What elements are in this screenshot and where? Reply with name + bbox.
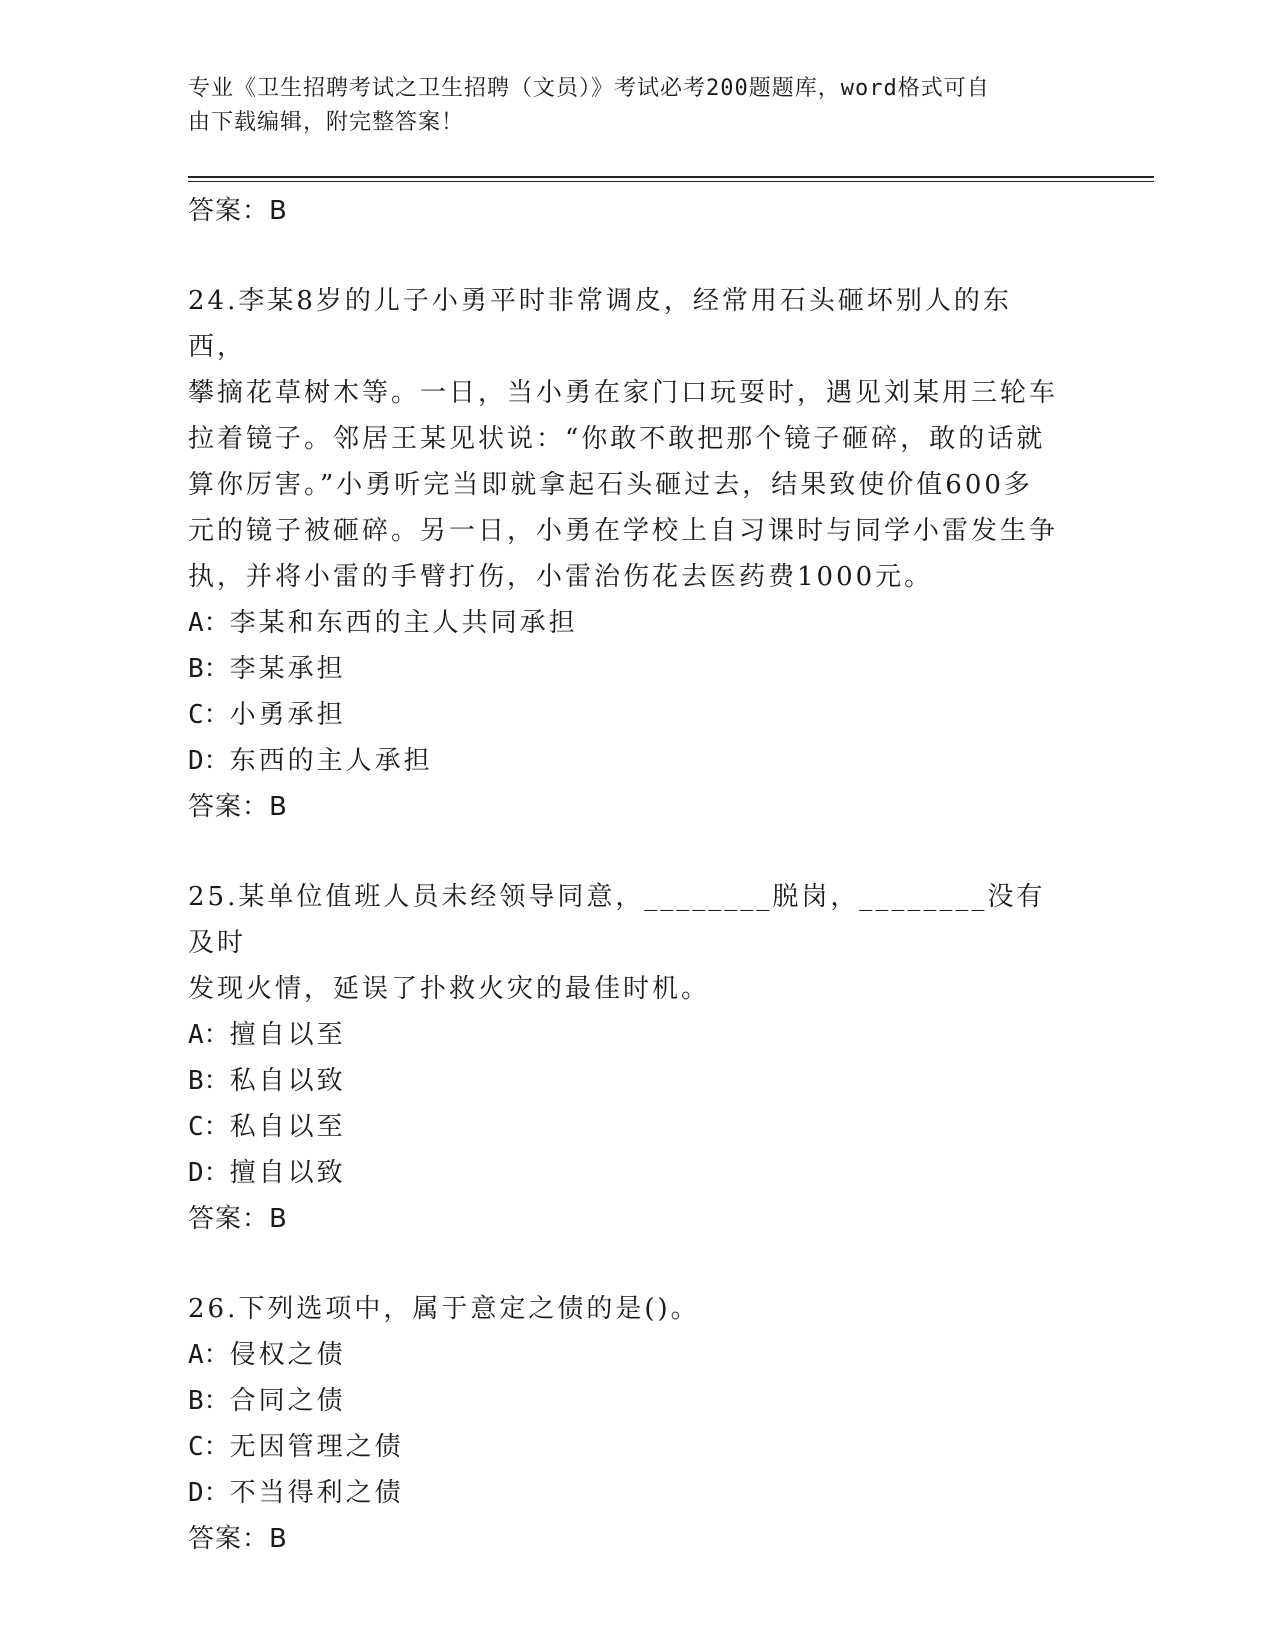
answer-line: 答案：B [188,1204,288,1234]
option-text: 小勇承担 [229,700,346,730]
document-header [188,72,1068,140]
option-b [188,646,1068,692]
option-letter: B： [188,1066,230,1096]
option-d [188,738,1068,784]
option-text: 东西的主人承担 [229,746,433,776]
header-line-2: 由下载编辑，附完整答案！ [188,110,465,135]
option-letter: A： [188,1340,230,1370]
option-text: 李某和东西的主人共同承担 [229,608,578,638]
question-stem [188,874,1068,1012]
header-rule-thick [188,176,1154,178]
option-a [188,1332,1068,1378]
answer-line: 答案：B [188,792,288,822]
option-letter: C： [188,1432,230,1462]
answer-line: 答案：B [188,1524,288,1554]
question-stem [188,278,1068,600]
option-letter: C： [188,700,230,730]
option-d [188,1470,1068,1516]
option-text: 李某承担 [229,654,346,684]
option-a [188,600,1068,646]
document-body [188,188,1068,1562]
option-d [188,1150,1068,1196]
spacer [188,1242,1068,1286]
stem-line: 25.某单位值班人员未经领导同意，________脱岗，________没有及时 [188,882,1046,958]
question-24 [188,278,1068,830]
option-letter: A： [188,608,230,638]
stem-line: 24.李某8岁的儿子小勇平时非常调皮，经常用石头砸坏别人的东西， [188,286,1012,362]
option-letter: B： [188,654,230,684]
stem-line: 26.下列选项中，属于意定之债的是()。 [188,1294,700,1324]
spacer [188,234,1068,278]
answer-line: 答案：B [188,196,288,226]
option-a [188,1012,1068,1058]
option-text: 合同之债 [229,1386,346,1416]
stem-line: 攀摘花草树木等。一日，当小勇在家门口玩耍时，遇见刘某用三轮车 [188,378,1059,408]
stem-line: 算你厉害。”小勇听完当即就拿起石头砸过去，结果致使价值600多 [188,470,1033,500]
option-c [188,1424,1068,1470]
option-text: 私自以致 [229,1066,346,1096]
option-text: 擅自以至 [229,1020,346,1050]
option-letter: D： [188,1478,230,1508]
option-text: 私自以至 [229,1112,346,1142]
option-b [188,1058,1068,1104]
option-letter: A： [188,1020,230,1050]
option-text: 无因管理之债 [229,1432,404,1462]
option-text: 擅自以致 [229,1158,346,1188]
question-26 [188,1286,1068,1562]
stem-line: 拉着镜子。邻居王某见状说：“你敢不敢把那个镜子砸碎，敢的话就 [188,424,1046,454]
header-rule-thin [188,181,1154,182]
option-text: 侵权之债 [229,1340,346,1370]
option-letter: B： [188,1386,230,1416]
stem-line: 执，并将小雷的手臂打伤，小雷治伤花去医药费1000元。 [188,562,934,592]
question-stem [188,1286,1068,1332]
stem-line: 发现火情，延误了扑救火灾的最佳时机。 [188,974,711,1004]
option-letter: D： [188,746,230,776]
question-25 [188,874,1068,1242]
option-letter: C： [188,1112,230,1142]
option-c [188,1104,1068,1150]
header-line-1: 专业《卫生招聘考试之卫生招聘（文员）》考试必考200题题库，word格式可自 [188,76,990,101]
option-letter: D： [188,1158,230,1188]
stem-line: 元的镜子被砸碎。另一日，小勇在学校上自习课时与同学小雷发生争 [188,516,1059,546]
option-text: 不当得利之债 [229,1478,404,1508]
spacer [188,830,1068,874]
option-c [188,692,1068,738]
option-b [188,1378,1068,1424]
